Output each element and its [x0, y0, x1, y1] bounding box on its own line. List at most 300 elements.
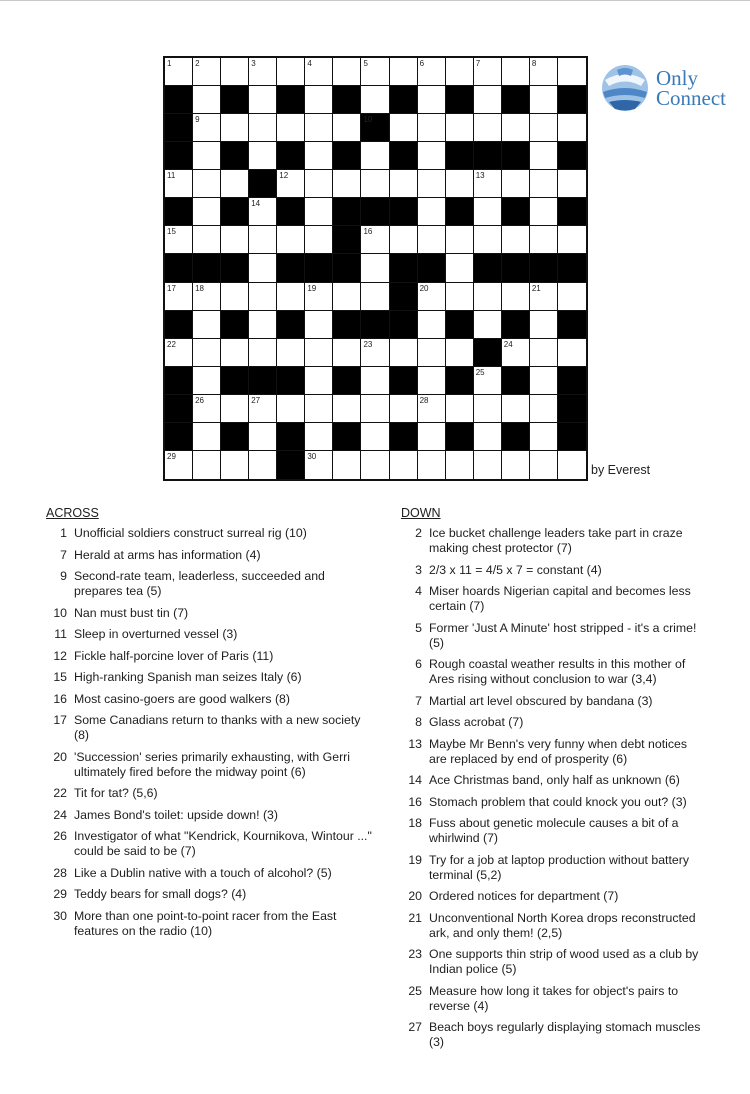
across-clue[interactable] [46, 526, 376, 541]
grid-cell[interactable] [165, 226, 193, 254]
across-heading: ACROSS [46, 506, 99, 520]
grid-block [558, 198, 586, 226]
grid-cell[interactable] [474, 283, 502, 311]
across-clue[interactable] [46, 750, 376, 780]
clue-number: 20 [408, 889, 422, 903]
grid-block [221, 86, 249, 114]
grid-cell[interactable] [558, 339, 586, 367]
clue-text: High-ranking Spanish man seizes Italy (6) [74, 670, 302, 684]
grid-cell[interactable] [390, 58, 418, 86]
grid-block [530, 254, 558, 282]
grid-cell[interactable] [305, 226, 333, 254]
grid-cell[interactable] [418, 114, 446, 142]
grid-block [502, 254, 530, 282]
grid-cell[interactable] [333, 283, 361, 311]
grid-cell[interactable] [530, 311, 558, 339]
grid-cell[interactable] [305, 423, 333, 451]
grid-block [502, 423, 530, 451]
down-clue[interactable] [401, 657, 701, 687]
clue-text: Teddy bears for small dogs? (4) [74, 887, 247, 901]
clue-text: Unofficial soldiers construct surreal rig (10) [74, 526, 307, 540]
grid-cell[interactable] [361, 226, 389, 254]
grid-cell[interactable] [305, 311, 333, 339]
clue-number: 22 [53, 786, 67, 800]
grid-cell[interactable] [193, 86, 221, 114]
grid-cell[interactable] [221, 170, 249, 198]
grid-cell[interactable] [361, 58, 389, 86]
grid-cell[interactable] [193, 311, 221, 339]
grid-cell[interactable] [530, 226, 558, 254]
grid-cell[interactable] [333, 339, 361, 367]
grid-cell[interactable] [446, 395, 474, 423]
clue-number: 4 [415, 584, 422, 598]
grid-cell[interactable] [277, 114, 305, 142]
grid-cell[interactable] [418, 283, 446, 311]
grid-cell[interactable] [361, 254, 389, 282]
cell-number: 4 [307, 59, 312, 68]
grid-cell[interactable] [418, 142, 446, 170]
grid-cell[interactable] [165, 283, 193, 311]
clue-number: 27 [408, 1020, 422, 1034]
grid-block [277, 311, 305, 339]
clue-text: Nan must bust tin (7) [74, 605, 189, 620]
grid-cell[interactable] [446, 451, 474, 479]
grid-cell[interactable] [165, 339, 193, 367]
grid-cell[interactable] [249, 339, 277, 367]
grid-cell[interactable] [361, 283, 389, 311]
cell-number: 9 [195, 115, 200, 125]
grid-cell[interactable] [249, 451, 277, 479]
grid-cell[interactable] [249, 114, 277, 142]
clue-number: 14 [408, 773, 422, 787]
grid-cell[interactable] [530, 198, 558, 226]
globe-icon [597, 62, 655, 114]
grid-cell[interactable] [558, 58, 586, 86]
grid-cell[interactable] [361, 423, 389, 451]
clue-text: Some Canadians return to thanks with a new society (8) [74, 713, 361, 742]
grid-cell[interactable] [333, 170, 361, 198]
clue-number: 24 [53, 807, 67, 822]
grid-cell[interactable] [502, 339, 530, 367]
grid-block [390, 198, 418, 226]
grid-block [558, 423, 586, 451]
grid-block [305, 254, 333, 282]
across-clue[interactable] [46, 548, 376, 563]
grid-cell[interactable] [502, 226, 530, 254]
grid-block [249, 170, 277, 198]
grid-cell[interactable] [165, 451, 193, 479]
grid-block [390, 142, 418, 170]
grid-cell[interactable] [277, 339, 305, 367]
grid-cell[interactable] [277, 226, 305, 254]
grid-cell[interactable] [333, 451, 361, 479]
cell-number: 10 [363, 115, 373, 125]
grid-cell[interactable] [305, 58, 333, 86]
grid-block [333, 367, 361, 395]
grid-block [165, 86, 193, 114]
grid-cell[interactable] [558, 451, 586, 479]
grid-cell[interactable] [558, 226, 586, 254]
across-clue[interactable] [46, 713, 376, 743]
grid-cell[interactable] [249, 423, 277, 451]
across-clue[interactable] [46, 808, 376, 823]
grid-cell[interactable] [474, 226, 502, 254]
grid-cell[interactable] [418, 367, 446, 395]
grid-cell[interactable] [305, 451, 333, 479]
grid-cell[interactable] [530, 86, 558, 114]
down-clue[interactable] [401, 563, 701, 578]
grid-cell[interactable] [390, 114, 418, 142]
grid-cell[interactable] [502, 58, 530, 86]
down-clue[interactable] [401, 715, 701, 730]
grid-cell[interactable] [305, 198, 333, 226]
grid-block [558, 142, 586, 170]
grid-block [502, 367, 530, 395]
grid-cell[interactable] [305, 86, 333, 114]
grid-cell[interactable] [249, 395, 277, 423]
clue-number: 8 [415, 715, 422, 729]
grid-cell[interactable] [221, 451, 249, 479]
grid-cell[interactable] [502, 451, 530, 479]
cell-number: 11 [167, 171, 176, 181]
clue-text: Fickle half-porcine lover of Paris (11) [74, 648, 274, 663]
grid-cell[interactable] [390, 339, 418, 367]
cell-number: 20 [419, 283, 429, 293]
grid-cell[interactable] [249, 226, 277, 254]
grid-block [277, 86, 305, 114]
grid-block [418, 254, 446, 282]
grid-block [221, 254, 249, 282]
grid-cell[interactable] [333, 395, 361, 423]
grid-block [474, 254, 502, 282]
grid-cell[interactable] [530, 142, 558, 170]
clue-text: 'Succession' series primarily exhausting, with Gerri ultimately fired before the midway point (6) [74, 749, 351, 779]
across-clue[interactable] [46, 887, 376, 902]
grid-cell[interactable] [305, 170, 333, 198]
down-clue[interactable] [401, 621, 701, 651]
grid-cell[interactable] [446, 226, 474, 254]
grid-cell[interactable] [277, 58, 305, 86]
grid-cell[interactable] [221, 395, 249, 423]
across-clue[interactable] [46, 909, 376, 939]
grid-cell[interactable] [418, 451, 446, 479]
grid-cell[interactable] [502, 395, 530, 423]
clue-text: More than one point-to-point racer from the East features on the radio (10) [74, 908, 337, 938]
clue-number: 21 [408, 910, 422, 925]
grid-cell[interactable] [474, 423, 502, 451]
grid-cell[interactable] [474, 114, 502, 142]
clue-number: 12 [53, 648, 67, 663]
across-clue[interactable] [46, 649, 376, 664]
grid-cell[interactable] [530, 423, 558, 451]
grid-cell[interactable] [474, 451, 502, 479]
grid-cell[interactable] [249, 311, 277, 339]
cell-number: 25 [475, 367, 485, 377]
grid-cell[interactable] [193, 367, 221, 395]
across-clue[interactable] [46, 829, 376, 859]
crossword-grid[interactable] [163, 56, 588, 481]
grid-cell[interactable] [249, 283, 277, 311]
down-clue[interactable] [401, 853, 701, 883]
grid-cell[interactable] [165, 58, 193, 86]
down-clue[interactable] [401, 773, 701, 788]
grid-cell[interactable] [193, 395, 221, 423]
grid-cell[interactable] [418, 198, 446, 226]
grid-cell[interactable] [418, 395, 446, 423]
clue-number: 5 [415, 620, 422, 635]
grid-cell[interactable] [390, 395, 418, 423]
clue-text: Herald at arms has information (4) [74, 547, 261, 562]
grid-cell[interactable] [418, 170, 446, 198]
grid-cell[interactable] [305, 283, 333, 311]
grid-block [446, 367, 474, 395]
cell-number: 23 [363, 339, 373, 349]
grid-cell[interactable] [474, 367, 502, 395]
grid-cell[interactable] [361, 142, 389, 170]
cell-number: 1 [167, 59, 172, 68]
across-clue[interactable] [46, 786, 376, 801]
down-clue[interactable] [401, 795, 701, 810]
grid-cell[interactable] [418, 226, 446, 254]
clue-text: Try for a job at laptop production without battery terminal (5,2) [429, 852, 689, 882]
grid-cell[interactable] [361, 170, 389, 198]
grid-block [361, 198, 389, 226]
grid-cell[interactable] [221, 339, 249, 367]
grid-block [474, 339, 502, 367]
across-clue[interactable] [46, 627, 376, 642]
clue-text: Most casino-goers are good walkers (8) [74, 691, 290, 706]
grid-block [390, 86, 418, 114]
grid-cell[interactable] [502, 283, 530, 311]
across-clue[interactable] [46, 670, 376, 685]
grid-block [333, 311, 361, 339]
down-clue[interactable] [401, 1020, 701, 1050]
top-rule [0, 0, 750, 1]
grid-block [446, 86, 474, 114]
clue-text: Fuss about genetic molecule causes a bit of a whirlwind (7) [429, 816, 679, 845]
grid-cell[interactable] [530, 58, 558, 86]
cell-number: 17 [167, 283, 176, 293]
cell-number: 8 [531, 59, 537, 68]
grid-block [558, 86, 586, 114]
down-clue[interactable] [401, 526, 701, 556]
grid-cell[interactable] [249, 86, 277, 114]
grid-cell[interactable] [502, 170, 530, 198]
grid-cell[interactable] [446, 254, 474, 282]
grid-cell[interactable] [446, 339, 474, 367]
grid-cell[interactable] [502, 114, 530, 142]
grid-cell[interactable] [530, 114, 558, 142]
grid-block [277, 423, 305, 451]
grid-cell[interactable] [165, 170, 193, 198]
only-connect-logo [597, 62, 737, 114]
clue-number: 7 [415, 693, 422, 708]
grid-cell[interactable] [530, 283, 558, 311]
grid-cell[interactable] [193, 451, 221, 479]
grid-cell[interactable] [530, 170, 558, 198]
logo-word-connect: Connect [656, 86, 726, 110]
cell-number: 19 [307, 283, 317, 293]
clue-text: Ordered notices for department (7) [429, 889, 619, 903]
cell-number: 6 [419, 59, 425, 68]
grid-cell[interactable] [474, 198, 502, 226]
grid-cell[interactable] [333, 58, 361, 86]
grid-block [361, 114, 389, 142]
grid-cell[interactable] [474, 86, 502, 114]
across-clue[interactable] [46, 606, 376, 621]
grid-block [502, 142, 530, 170]
grid-cell[interactable] [390, 451, 418, 479]
grid-cell[interactable] [305, 339, 333, 367]
grid-cell[interactable] [193, 58, 221, 86]
clue-number: 19 [408, 852, 422, 867]
grid-cell[interactable] [474, 311, 502, 339]
clue-text: Investigator of what "Kendrick, Kournikova, Wintour ..." could be said to be (7) [74, 829, 372, 858]
cell-number: 26 [195, 395, 204, 405]
grid-cell[interactable] [558, 170, 586, 198]
grid-cell[interactable] [474, 395, 502, 423]
grid-cell[interactable] [530, 451, 558, 479]
grid-cell[interactable] [305, 367, 333, 395]
down-clue[interactable] [401, 694, 701, 709]
grid-block [502, 198, 530, 226]
grid-cell[interactable] [446, 170, 474, 198]
clue-text: Martial art level obscured by bandana (3) [429, 693, 653, 708]
grid-cell[interactable] [221, 58, 249, 86]
grid-cell[interactable] [221, 283, 249, 311]
clue-text: Sleep in overturned vessel (3) [74, 627, 238, 641]
down-heading: DOWN [401, 506, 441, 520]
grid-cell[interactable] [418, 311, 446, 339]
clue-text: Stomach problem that could knock you out? (3) [429, 794, 687, 809]
clue-text: Tit for tat? (5,6) [74, 786, 158, 800]
grid-block [502, 311, 530, 339]
clue-text: One supports thin strip of wood used as a club by Indian police (5) [429, 947, 699, 976]
across-clue[interactable] [46, 866, 376, 881]
grid-block [558, 311, 586, 339]
grid-block [165, 142, 193, 170]
clue-number: 2 [415, 526, 422, 540]
grid-block [333, 254, 361, 282]
grid-cell[interactable] [193, 142, 221, 170]
grid-cell[interactable] [418, 423, 446, 451]
grid-cell[interactable] [249, 254, 277, 282]
grid-block [165, 114, 193, 142]
grid-cell[interactable] [249, 58, 277, 86]
grid-cell[interactable] [277, 170, 305, 198]
down-clue[interactable] [401, 947, 701, 977]
across-clues [46, 506, 376, 945]
grid-cell[interactable] [193, 283, 221, 311]
grid-cell[interactable] [277, 283, 305, 311]
grid-cell[interactable] [305, 395, 333, 423]
clue-number: 17 [53, 713, 67, 727]
down-clue[interactable] [401, 889, 701, 904]
down-clue[interactable] [401, 584, 701, 614]
grid-block [446, 198, 474, 226]
grid-block [221, 311, 249, 339]
grid-cell[interactable] [418, 58, 446, 86]
grid-block [558, 367, 586, 395]
down-clue[interactable] [401, 911, 701, 941]
grid-cell[interactable] [193, 114, 221, 142]
grid-block [165, 395, 193, 423]
grid-cell[interactable] [361, 451, 389, 479]
grid-cell[interactable] [530, 367, 558, 395]
grid-cell[interactable] [305, 114, 333, 142]
grid-cell[interactable] [361, 367, 389, 395]
setter-byline: by Everest [591, 463, 651, 477]
grid-cell[interactable] [193, 339, 221, 367]
clue-number: 30 [53, 908, 67, 923]
grid-cell[interactable] [193, 423, 221, 451]
grid-cell[interactable] [333, 114, 361, 142]
grid-block [165, 198, 193, 226]
grid-cell[interactable] [361, 339, 389, 367]
clue-number: 25 [408, 983, 422, 998]
grid-cell[interactable] [530, 395, 558, 423]
clue-text: Maybe Mr Benn's very funny when debt notices are replaced by end of prosperity (6) [429, 736, 687, 766]
grid-cell[interactable] [474, 170, 502, 198]
grid-cell[interactable] [361, 395, 389, 423]
cell-number: 28 [419, 395, 429, 405]
grid-cell[interactable] [193, 198, 221, 226]
grid-cell[interactable] [474, 58, 502, 86]
grid-cell[interactable] [277, 395, 305, 423]
grid-block [502, 86, 530, 114]
grid-cell[interactable] [530, 339, 558, 367]
down-clue[interactable] [401, 737, 701, 767]
grid-block [474, 142, 502, 170]
grid-cell[interactable] [558, 283, 586, 311]
grid-cell[interactable] [418, 339, 446, 367]
grid-cell[interactable] [390, 226, 418, 254]
grid-cell[interactable] [249, 142, 277, 170]
grid-cell[interactable] [446, 58, 474, 86]
cell-number: 12 [279, 171, 289, 181]
cell-number: 30 [307, 451, 317, 461]
cell-number: 7 [475, 59, 481, 68]
grid-cell[interactable] [418, 86, 446, 114]
logo-word-only: Only [656, 66, 698, 90]
grid-block [277, 198, 305, 226]
grid-cell[interactable] [249, 198, 277, 226]
down-clue[interactable] [401, 816, 701, 846]
grid-cell[interactable] [305, 142, 333, 170]
grid-cell[interactable] [446, 114, 474, 142]
grid-block [333, 423, 361, 451]
grid-cell[interactable] [221, 114, 249, 142]
grid-cell[interactable] [390, 170, 418, 198]
across-clue[interactable] [46, 569, 376, 599]
grid-block [558, 395, 586, 423]
grid-cell[interactable] [221, 226, 249, 254]
cell-number: 18 [195, 283, 204, 293]
down-clue[interactable] [401, 984, 701, 1014]
grid-block [390, 423, 418, 451]
clue-number: 26 [53, 829, 67, 843]
cell-number: 21 [531, 283, 541, 293]
grid-cell[interactable] [193, 226, 221, 254]
grid-cell[interactable] [446, 283, 474, 311]
grid-cell[interactable] [361, 86, 389, 114]
grid-block [390, 311, 418, 339]
across-clue[interactable] [46, 692, 376, 707]
clue-number: 16 [408, 794, 422, 809]
cell-number: 16 [363, 227, 373, 237]
grid-cell[interactable] [193, 170, 221, 198]
grid-cell[interactable] [558, 114, 586, 142]
